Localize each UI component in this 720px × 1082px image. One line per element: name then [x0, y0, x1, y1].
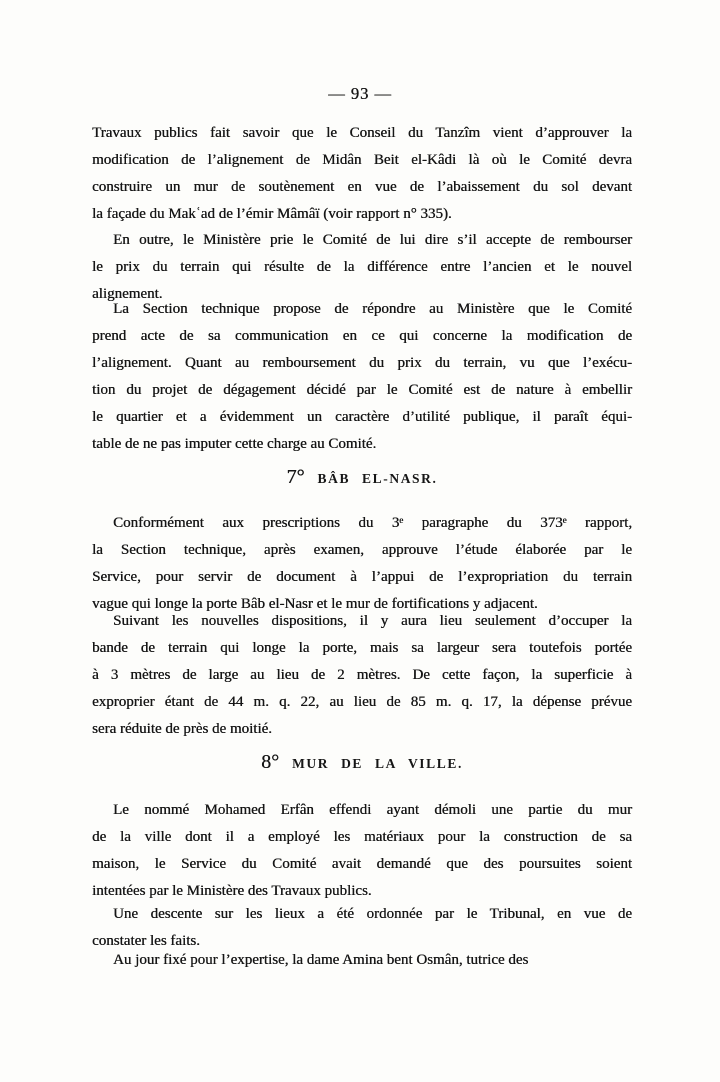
text-line: Suivant les nouvelles dispositions, il y aura lieu seulement d’occuper la	[113, 613, 632, 629]
text-line: Au jour fixé pour l’expertise, la dame Amina bent Osmân, tutrice des	[113, 952, 529, 968]
text-line: tion du projet de dégagement décidé par le Comité est de nature à embellir	[92, 382, 632, 398]
paragraph	[92, 608, 632, 743]
text-line: alignement.	[92, 286, 163, 302]
page-number: — 93 —	[328, 84, 392, 103]
text-line: Conformément aux prescriptions du 3ᵉ paragraphe du 373ᵉ rapport,	[113, 515, 632, 531]
text-line: la Section technique, après examen, approuve l’étude élaborée par le	[92, 542, 632, 558]
section-title: MUR DE LA VILLE.	[292, 756, 463, 771]
text-line: Travaux publics fait savoir que le Conseil du Tanzîm vient d’approuver la	[92, 125, 632, 141]
text-line: La Section technique propose de répondre au Ministère que le Comité	[113, 301, 632, 317]
section-number: 7°	[286, 466, 305, 488]
text-line: la façade du Makʿad de l’émir Mâmâï (voir rapport n° 335).	[92, 206, 452, 222]
text-line: vague qui longe la porte Bâb el-Nasr et le mur de fortifications y adjacent.	[92, 596, 538, 612]
text-line: Le nommé Mohamed Erfân effendi ayant démoli une partie du mur	[113, 802, 632, 818]
text-line: maison, le Service du Comité avait demandé que des poursuites soient	[92, 856, 632, 872]
paragraph	[92, 947, 632, 974]
section-heading	[92, 466, 632, 493]
text-line: Service, pour servir de document à l’appui de l’expropriation du terrain	[92, 569, 632, 585]
text-line: le quartier et a évidemment un caractère d’utilité publique, il paraît équi-	[92, 409, 632, 425]
text-line: à 3 mètres de large au lieu de 2 mètres. De cette façon, la superficie à	[92, 667, 632, 683]
text-line: de la ville dont il a employé les matériaux pour la construction de sa	[92, 829, 632, 845]
text-line: En outre, le Ministère prie le Comité de lui dire s’il accepte de rembourser	[113, 232, 632, 248]
section-number: 8°	[261, 751, 280, 773]
text-line: le prix du terrain qui résulte de la différence entre l’ancien et le nouvel	[92, 259, 632, 275]
paragraph	[92, 797, 632, 905]
text-line: exproprier étant de 44 m. q. 22, au lieu de 85 m. q. 17, la dépense prévue	[92, 694, 632, 710]
paragraph	[92, 510, 632, 618]
section-title: BÂB EL-NASR.	[317, 471, 438, 486]
text-line: modification de l’alignement de Midân Beit el-Kâdi là où le Comité devra	[92, 152, 632, 168]
text-line: l’alignement. Quant au remboursement du prix du terrain, vu que l’exécu-	[92, 355, 632, 371]
text-line: table de ne pas imputer cette charge au Comité.	[92, 436, 377, 452]
text-line: constater les faits.	[92, 933, 200, 949]
paragraph	[92, 296, 632, 458]
page-body	[92, 0, 632, 1082]
section-heading	[92, 751, 632, 778]
text-line: sera réduite de près de moitié.	[92, 721, 272, 737]
paragraph	[92, 120, 632, 228]
text-line: prend acte de sa communication en ce qui concerne la modification de	[92, 328, 632, 344]
text-line: construire un mur de soutènement en vue de l’abaissement du sol devant	[92, 179, 632, 195]
text-line: bande de terrain qui longe la porte, mais sa largeur sera toutefois portée	[92, 640, 632, 656]
text-line: intentées par le Ministère des Travaux publics.	[92, 883, 372, 899]
text-line: Une descente sur les lieux a été ordonnée par le Tribunal, en vue de	[113, 906, 632, 922]
